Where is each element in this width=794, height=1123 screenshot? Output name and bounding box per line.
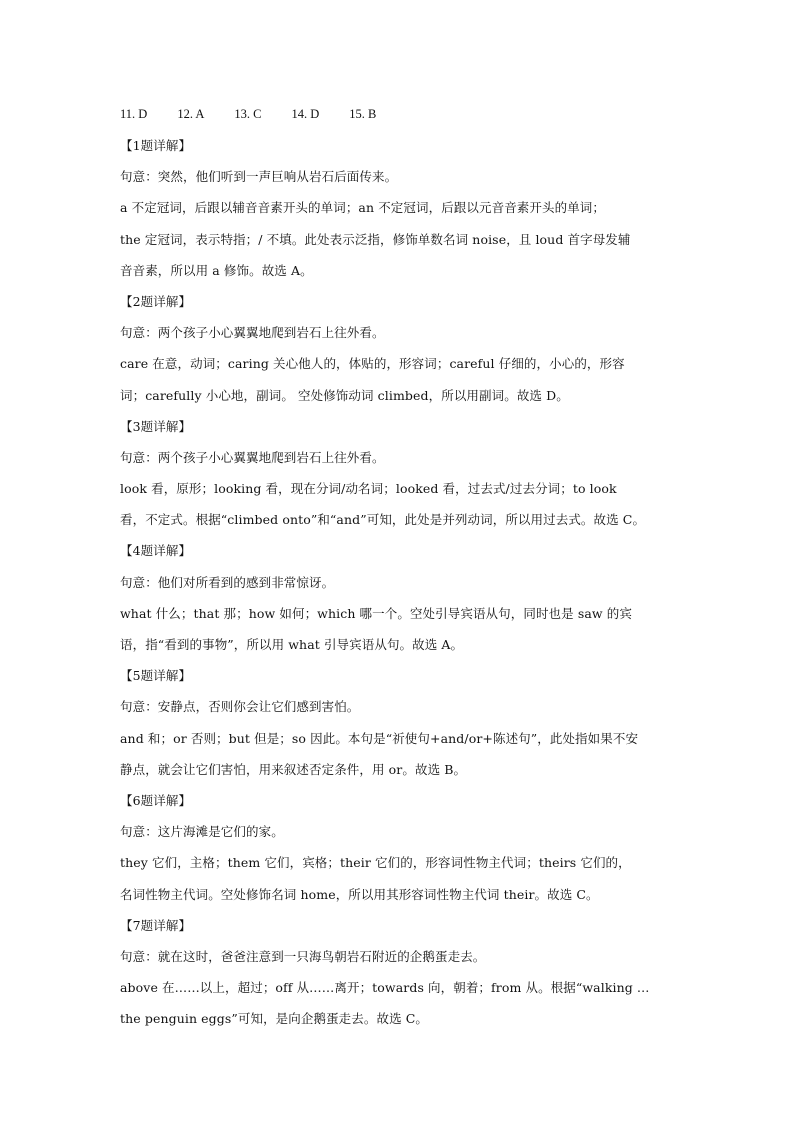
explanation-line: 词；carefully 小心地，副词。 空处修饰动词 climbed，所以用副词。故选 D。 xyxy=(120,387,569,403)
question-heading: 【4题详解】 xyxy=(120,543,192,559)
question-heading: 【5题详解】 xyxy=(120,668,192,684)
explanation-line: a 不定冠词，后跟以辅音音素开头的单词；an 不定冠词，后跟以元音音素开头的单词； xyxy=(120,200,606,216)
sentence-meaning: 句意：两个孩子小心翼翼地爬到岩石上往外看。 xyxy=(120,449,385,465)
explanation-line: look 看，原形；looking 看，现在分词/动名词；looked 看，过去式/过去分词；to look xyxy=(120,481,617,497)
question-heading: 【2题详解】 xyxy=(120,293,192,309)
explanation-line: the penguin eggs”可知，是向企鹅蛋走去。故选 C。 xyxy=(120,1011,429,1027)
explanation-line: 音音素，所以用 a 修饰。故选 A。 xyxy=(120,262,313,278)
answer-explanation-page xyxy=(120,99,680,1034)
question-heading: 【7题详解】 xyxy=(120,917,192,933)
question-heading: 【3题详解】 xyxy=(120,418,192,434)
answer-item: 12. A xyxy=(177,107,205,121)
sentence-meaning: 句意：这片海滩是它们的家。 xyxy=(120,824,284,840)
explanation-line: what 什么；that 那；how 如何；which 哪一个。空处引导宾语从句，同时也是 saw 的宾 xyxy=(120,605,632,621)
answer-item: 15. B xyxy=(349,107,377,121)
sentence-meaning: 句意：两个孩子小心翼翼地爬到岩石上往外看。 xyxy=(120,325,385,341)
question-heading: 【1题详解】 xyxy=(120,138,192,153)
explanation-line: they 它们，主格；them 它们，宾格；their 它们的，形容词性物主代词；theirs 它们的， xyxy=(120,855,631,871)
answer-key-row xyxy=(120,99,680,130)
explanation-line: 看，不定式。根据“climbed onto”和“and”可知，此处是并列动词，所以用过去式。故选 C。 xyxy=(120,512,646,528)
answer-item: 11. D xyxy=(120,107,148,121)
sentence-meaning: 句意：突然，他们听到一声巨响从岩石后面传来。 xyxy=(120,169,398,185)
explanation-line: 静点，就会让它们害怕，用来叙述否定条件，用 or。故选 B。 xyxy=(120,761,467,777)
answer-item: 14. D xyxy=(291,107,320,121)
answer-item: 13. C xyxy=(234,107,262,121)
explanation-line: the 定冠词，表示特指；/ 不填。此处表示泛指，修饰单数名词 noise，且 loud 首字母发辅 xyxy=(120,231,631,247)
question-heading: 【6题详解】 xyxy=(120,792,192,808)
explanation-line: care 在意，动词；caring 关心他人的，体贴的，形容词；careful 仔细的，小心的，形容 xyxy=(120,356,625,372)
sentence-meaning: 句意：就在这时，爸爸注意到一只海鸟朝岩石附近的企鹅蛋走去。 xyxy=(120,948,486,964)
explanation-line: and 和；or 否则；but 但是；so 因此。本句是“祈使句+and/or+陈述句”，此处指如果不安 xyxy=(120,730,639,746)
sentence-meaning: 句意：他们对所看到的感到非常惊讶。 xyxy=(120,574,335,590)
explanation-line: 语，指“看到的事物”，所以用 what 引导宾语从句。故选 A。 xyxy=(120,637,464,652)
explanation-body xyxy=(120,130,680,1034)
sentence-meaning: 句意：安静点，否则你会让它们感到害怕。 xyxy=(120,699,360,715)
explanation-line: 名词性物主代词。空处修饰名词 home，所以用其形容词性物主代词 their。故选 C。 xyxy=(120,886,599,902)
explanation-line: above 在……以上，超过；off 从……离开；towards 向，朝着；from 从。根据“walking … xyxy=(120,980,650,996)
